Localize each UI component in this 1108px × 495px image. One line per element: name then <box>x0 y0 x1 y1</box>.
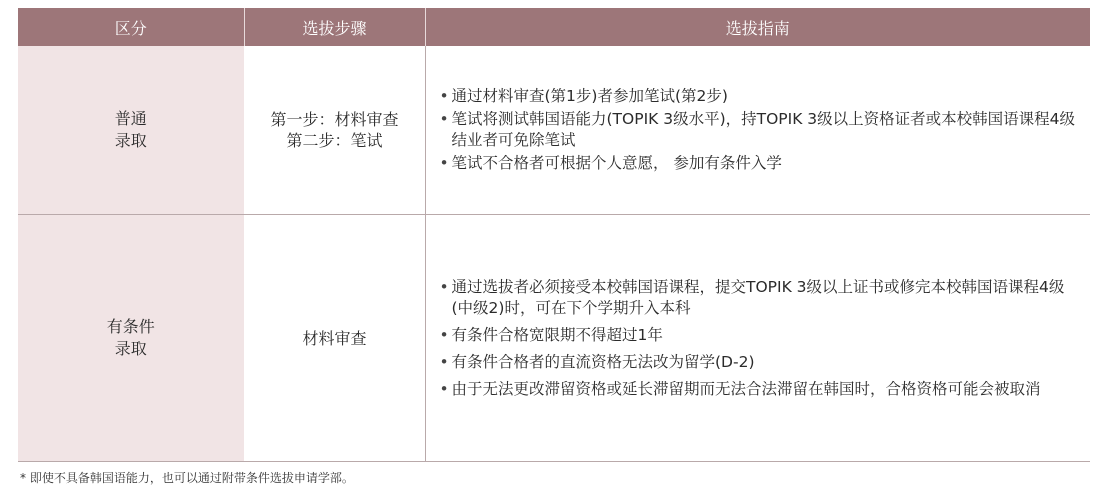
category-label: 录取 <box>114 339 147 358</box>
footnote: * 即使不具备韩国语能力，也可以通过附带条件选拔申请学部。 <box>20 471 354 485</box>
header-category: 区分 <box>18 8 244 46</box>
guide-item: • 通过材料审查(第1步)者参加笔试(第2步) <box>438 86 1077 107</box>
guide-item: • 笔试不合格者可根据个人意愿， 参加有条件入学 <box>438 153 1077 174</box>
guide-item: • 笔试将测试韩国语能力(TOPIK 3级水平)，持TOPIK 3级以上资格证者或本校韩国语课程4级结业者可免除笔试 <box>438 109 1077 151</box>
steps-cell <box>244 46 425 215</box>
guide-item: • 有条件合格宽限期不得超过1年 <box>438 325 1077 346</box>
guide-cell <box>425 215 1090 462</box>
guide-list <box>438 86 1077 174</box>
admission-table <box>18 8 1090 462</box>
steps-cell <box>244 215 425 462</box>
guide-item: • 由于无法更改滞留资格或延长滞留期而无法合法滞留在韩国时，合格资格可能会被取消 <box>438 379 1077 400</box>
category-label: 普通 <box>114 109 147 128</box>
guide-item: • 通过选拔者必须接受本校韩国语课程，提交TOPIK 3级以上证书或修完本校韩国语课程4级(中级2)时，可在下个学期升入本科 <box>438 277 1077 319</box>
category-label: 有条件 <box>106 317 155 336</box>
step-text: 第一步：材料审查 <box>270 110 399 129</box>
guide-item: • 有条件合格者的直流资格无法改为留学(D-2) <box>438 352 1077 373</box>
guide-list <box>438 277 1077 400</box>
guide-cell <box>425 46 1090 215</box>
step-text: 第二步：笔试 <box>286 131 383 150</box>
table-row-conditional <box>18 215 1090 462</box>
table-header-row <box>18 8 1090 46</box>
category-label: 录取 <box>114 131 147 150</box>
category-cell <box>18 215 244 462</box>
header-steps: 选拔步骤 <box>244 8 425 46</box>
table-row-regular <box>18 46 1090 215</box>
step-text: 材料审查 <box>302 328 367 348</box>
category-cell <box>18 46 244 215</box>
header-guide: 选拔指南 <box>425 8 1090 46</box>
